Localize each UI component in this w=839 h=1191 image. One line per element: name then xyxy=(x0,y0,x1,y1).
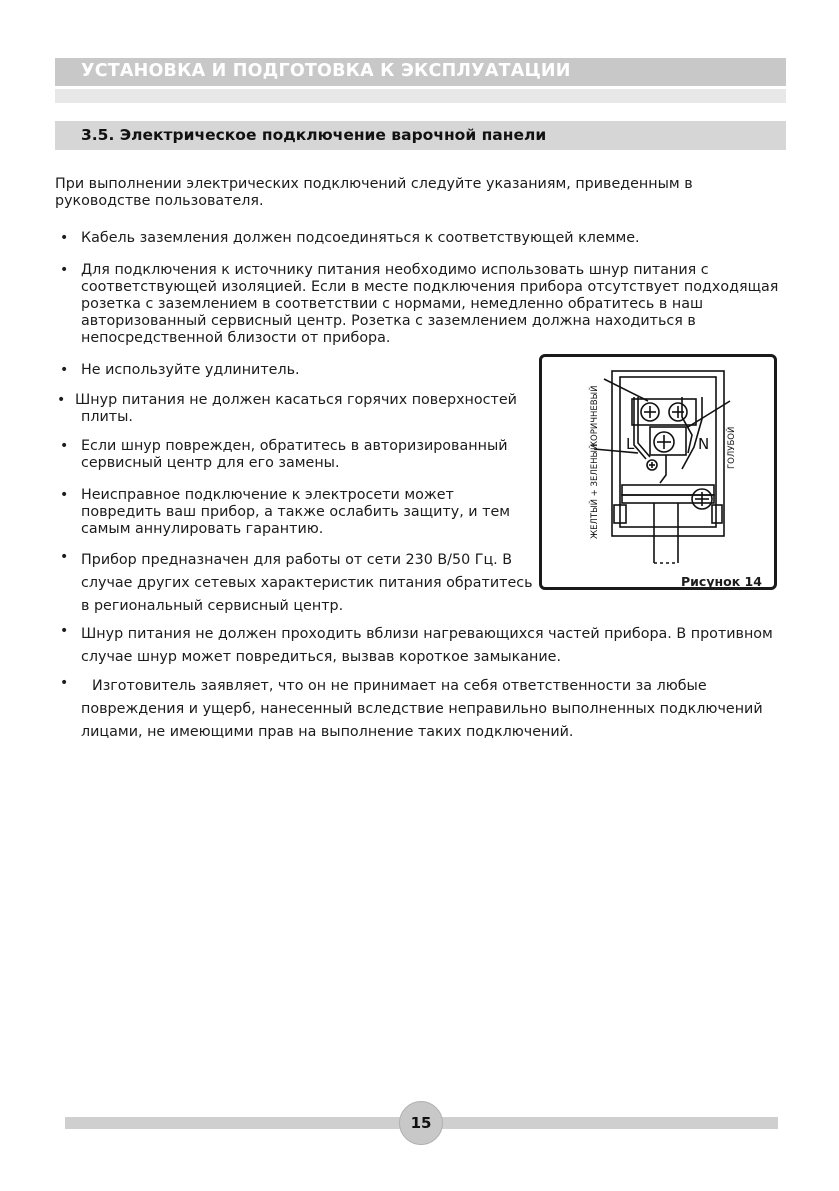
bullet-line: сервисный центр для его замены. xyxy=(81,455,340,471)
terminal-n-label: N xyxy=(698,435,710,453)
bullet-line: в региональный сервисный центр. xyxy=(81,598,344,614)
bullet-symbol: • xyxy=(60,438,69,454)
bullet-line: Шнур питания не должен касаться горячих поверхностей xyxy=(75,392,517,408)
bullet-symbol: • xyxy=(60,230,69,246)
bullet-line: Прибор предназначен для работы от сети 230 В/50 Гц. В xyxy=(81,552,513,568)
bullet-line: самым аннулировать гарантию. xyxy=(81,521,324,537)
bullet-line: повреждения и ущерб, нанесенный вследствие неправильно выполненных подключений xyxy=(81,701,763,717)
terminal-block-diagram xyxy=(542,357,774,587)
bullet-symbol: • xyxy=(60,549,69,565)
bullet-symbol: • xyxy=(60,675,69,691)
terminal-l-label: L xyxy=(626,435,635,453)
footer-bar-right xyxy=(440,1117,778,1129)
bullet-line: Кабель заземления должен подсоединяться к соответствующей клемме. xyxy=(81,230,640,246)
bullet-line: Не используйте удлинитель. xyxy=(81,362,300,378)
bullet-line: авторизованный сервисный центр. Розетка с заземлением должна находиться в xyxy=(81,313,696,329)
intro-line: руководстве пользователя. xyxy=(55,193,264,209)
bullet-symbol: • xyxy=(60,487,69,503)
intro-line: При выполнении электрических подключений следуйте указаниям, приведенным в xyxy=(55,176,693,192)
bullet-line: розетка с заземлением в соответствии с нормами, немедленно обратитесь в наш xyxy=(81,296,704,312)
bullet-line: плиты. xyxy=(81,409,133,425)
bullet-line: случае шнур может повредиться, вызвав короткое замыкание. xyxy=(81,649,562,665)
bullet-line: непосредственной близости от прибора. xyxy=(81,330,391,346)
bullet-line: Неисправное подключение к электросети может xyxy=(81,487,454,503)
section-title: 3.5. Электрическое подключение варочной панели xyxy=(81,126,547,144)
figure-14-frame xyxy=(539,354,777,590)
header-title: УСТАНОВКА И ПОДГОТОВКА К ЭКСПЛУАТАЦИИ xyxy=(81,61,571,81)
bullet-line: Изготовитель заявляет, что он не принимает на себя ответственности за любые xyxy=(92,678,707,694)
header-underline xyxy=(55,89,786,103)
bullet-symbol: • xyxy=(57,392,66,408)
bullet-line: Шнур питания не должен проходить вблизи нагревающихся частей прибора. В противном xyxy=(81,626,773,642)
bullet-line: повредить ваш прибор, а также ослабить защиту, и тем xyxy=(81,504,511,520)
bullet-line: Если шнур поврежден, обратитесь в авторизированный xyxy=(81,438,508,454)
bullet-line: лицами, не имеющими прав на выполнение таких подключений. xyxy=(81,724,574,740)
label-blue: ГОЛУБОЙ xyxy=(727,426,737,469)
bullet-line: Для подключения к источнику питания необходимо использовать шнур питания с xyxy=(81,262,709,278)
bullet-line: соответствующей изоляцией. Если в месте подключения прибора отсутствует подходящая xyxy=(81,279,779,295)
bullet-symbol: • xyxy=(60,362,69,378)
label-brown: КОРИЧНЕВЫЙ xyxy=(590,385,600,447)
figure-caption: Рисунок 14 xyxy=(681,574,762,589)
footer-bar-left xyxy=(65,1117,405,1129)
page-number: 15 xyxy=(399,1101,443,1145)
bullet-symbol: • xyxy=(60,262,69,278)
label-yellow-green: ЖЕЛТЫЙ + ЗЕЛЕНЫЙ xyxy=(590,443,600,539)
bullet-line: случае других сетевых характеристик питания обратитесь xyxy=(81,575,533,591)
bullet-symbol: • xyxy=(60,623,69,639)
